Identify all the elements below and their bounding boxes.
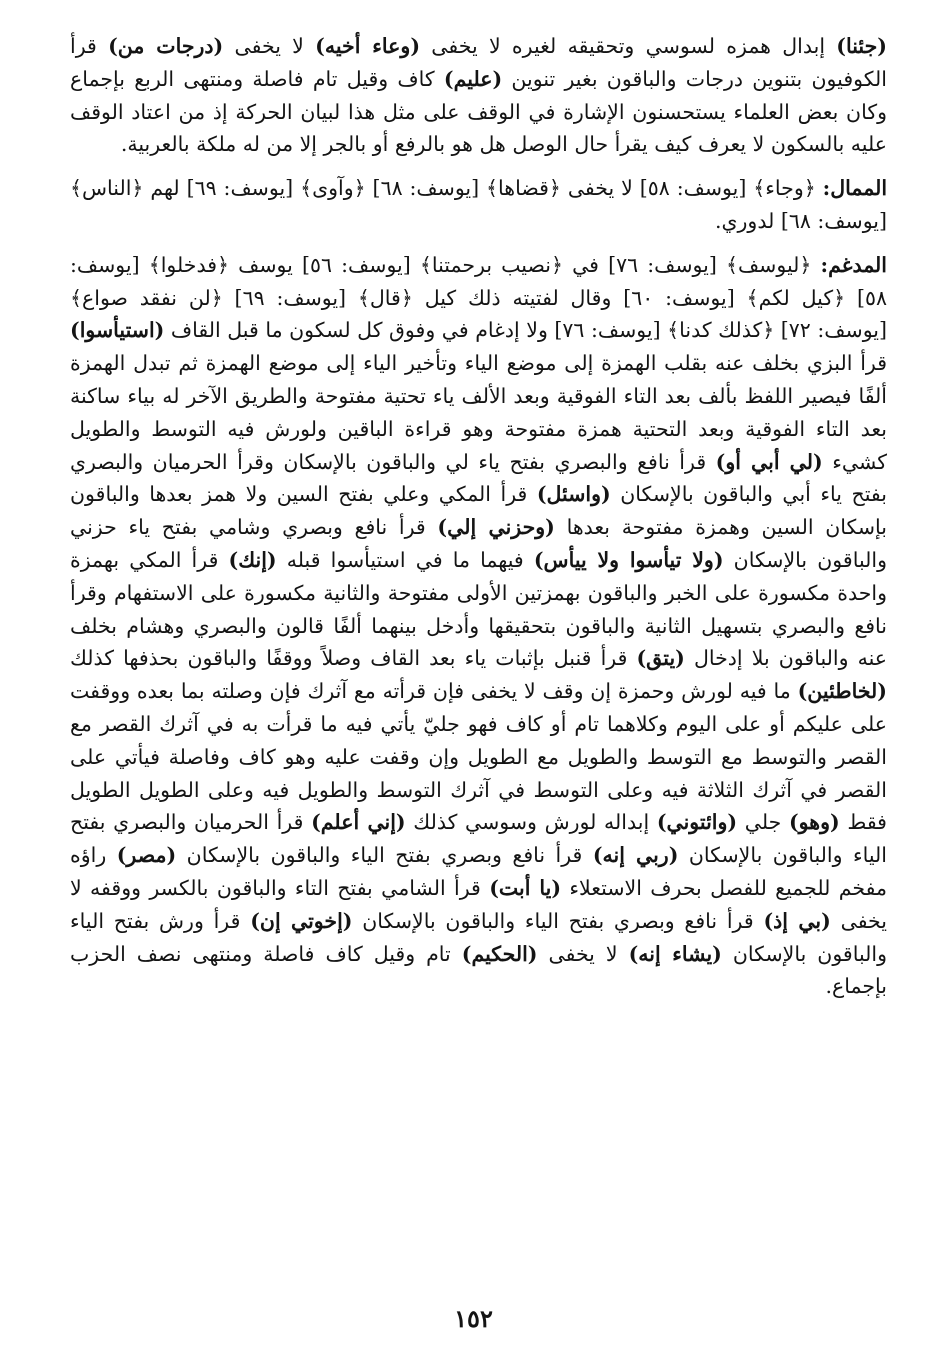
text-run: ﴿وجاء﴾ [يوسف: ٥٨] لا يخفى ﴿قضاها﴾ [يوسف: ٦٨] ﴿وآوى﴾ [يوسف: ٦٩] لهم ﴿الناس﴾ [يوسف: ٦٨] لدوري.	[70, 176, 887, 233]
text-run: كاف وقيل تام فاصلة ومنتهى الربع بإجماع وكان بعض العلماء يستحسنون الإشارة في الوقف على مثل هذا لبيان الحركة إذ من اعتاد الوقف عليه بالسكون لا يعرف كيف يقرأ حال الوصل هل هو بالرفع أو بالجر إلا من له ملكة بالعربية.	[70, 66, 887, 157]
highlighted-term: (وائتوني)	[656, 810, 738, 835]
highlighted-term: (واسئل)	[536, 482, 611, 507]
highlighted-term: (ولا تيأسوا ولا ييأس)	[533, 547, 724, 572]
page-body	[70, 30, 887, 1003]
highlighted-term: (عليم)	[443, 66, 503, 91]
text-run: قرأ المكي وعلي بفتح السين ولا همز بعدها والباقون بإسكان السين وهمزة مفتوحة بعدها	[70, 482, 887, 540]
text-run: ما فيه لورش وحمزة إن وقف لا يخفى فإن قرأته مع آثرك فإن وصلته بما بعده ووقفت على عليكم أو على اليوم وكلاهما تام أو كاف فهو جليّ يأتي فيه ما قرأت به في آثرك القصر مع القصر والتوسط مع التوسط والطويل مع الطويل وإن وقفت عليه وهو كاف وفاصلة فيأتي على القصر في آثرك الثلاثة فيه وعلى التوسط في آثرك التوسط والطويل فيه وعلى الطويل الطويل فقط	[70, 679, 887, 835]
highlighted-term: (جئنا)	[836, 34, 887, 58]
highlighted-term: (درجات من)	[108, 34, 224, 58]
highlighted-term: (يا أبت)	[489, 875, 562, 900]
page-number: ١٥٢	[454, 1304, 493, 1333]
text-run: إبدال همزه لسوسي وتحقيقه لغيره لا يخفى	[420, 34, 837, 58]
text-run: جلي	[737, 810, 789, 835]
paragraph-tanwin-notes	[70, 30, 887, 161]
paragraph-mumal	[70, 172, 887, 238]
highlighted-term: (وهو)	[788, 810, 840, 835]
highlighted-term: (يتق)	[636, 646, 685, 671]
text-run: لا يخفى	[537, 941, 629, 966]
text-run: ﴿ليوسف﴾ [يوسف: ٧٦] في ﴿نصيب برحمتنا﴾ [يوسف: ٥٦] يوسف ﴿فدخلوا﴾ [يوسف: ٥٨] ﴿كيل لكم﴾ [يوسف: ٦٠] وقال لفتيته ذلك كيل ﴿قال﴾ [يوسف: ٦٩] ﴿لن نفقد صواع﴾ [يوسف: ٧٢] ﴿كذلك كدنا﴾ [يوسف: ٧٦] ولا إدغام في وفوق كل لسكون ما قبل القاف	[70, 252, 887, 343]
text-run: إبداله لورش وسوسي كذلك	[405, 810, 657, 835]
highlighted-term: (بي إذ)	[763, 908, 831, 933]
text-run: قرأ المكي بهمزة واحدة مكسورة على الخبر والباقون بهمزتين الأولى مفتوحة والثانية مكسورة على الاستفهام وقرأ نافع والبصري بتسهيل الثانية والباقون بتحقيقها وأدخل بينهما ألفًا قالون والبصري وهشام بخلف عنه والباقون بلا إدخال	[70, 547, 887, 671]
paragraph-mudgham	[70, 249, 887, 1003]
text-run: قرأ نافع وبصري بفتح الياء والباقون بالإسكان	[352, 908, 764, 933]
highlighted-term: (ربي إنه)	[592, 843, 679, 868]
text-run: قرأ ورش بفتح الياء والباقون بالإسكان	[70, 908, 888, 966]
highlighted-term: (لي أبي أو)	[715, 449, 823, 474]
text-run: تام وقيل كاف فاصلة ومنتهى نصف الحزب بإجماع.	[70, 941, 887, 999]
highlighted-term: (وعاء أخيه)	[315, 34, 421, 58]
highlighted-term: المدغم:	[820, 252, 888, 277]
highlighted-term: (مصر)	[116, 843, 177, 868]
highlighted-term: (استيأسوا)	[70, 318, 165, 343]
highlighted-term: (وحزني إلي)	[437, 515, 555, 540]
highlighted-term: (الحكيم)	[461, 941, 538, 966]
highlighted-term: (يشاء إنه)	[628, 941, 722, 966]
text-run: فيهما ما في استيأسوا قبله	[276, 547, 534, 572]
text-run: قرأ نافع وبصري وشامي بفتح ياء حزني والباقون بالإسكان	[70, 515, 887, 572]
text-run: قرأ قنبل بإثبات ياء بعد القاف وصلاً ووقفًا والباقون بحذفها كذلك	[70, 646, 637, 671]
text-run: قرأ البزي بخلف عنه بقلب الهمزة إلى موضع الياء وتأخير الياء إلى موضع الهمزة ثم تبدل الهمزة ألفًا فيصير اللفظ بألف بعد التاء الفوقية وبعد الألف ياء تحتية مفتوحة والطريق الآخر له بياء ساكنة بعد التاء الفوقية وبعد التحتية همزة مفتوحة وهو قراءة الباقين ولورش فيه التوسط والطويل كشيء	[70, 351, 887, 474]
text-run: قرأ الحرميان والبصري بفتح الياء والباقون بالإسكان	[70, 810, 887, 868]
text-run: قرأ الكوفيون بتنوين درجات والباقون بغير تنوين	[70, 34, 887, 91]
highlighted-term: (لخاطئين)	[797, 679, 887, 704]
text-run: راؤه مفخم للجميع للفصل بحرف الاستعلاء	[70, 843, 887, 900]
text-run: قرأ الشامي بفتح التاء والباقون بالكسر ووقفه لا يخفى	[70, 875, 887, 933]
text-run: قرأ نافع وبصري بفتح الياء والباقون بالإسكان	[176, 843, 593, 868]
highlighted-term: (إني أعلم)	[311, 810, 406, 835]
text-run: قرأ نافع والبصري بفتح ياء لي والباقون بالإسكان وقرأ الحرميان والبصري بفتح ياء أبي والباقون بالإسكان	[70, 449, 887, 507]
text-run: لا يخفى	[223, 34, 316, 58]
highlighted-term: الممال:	[822, 176, 888, 201]
highlighted-term: (إنك)	[228, 547, 277, 572]
highlighted-term: (إخوتي إن)	[250, 908, 353, 933]
